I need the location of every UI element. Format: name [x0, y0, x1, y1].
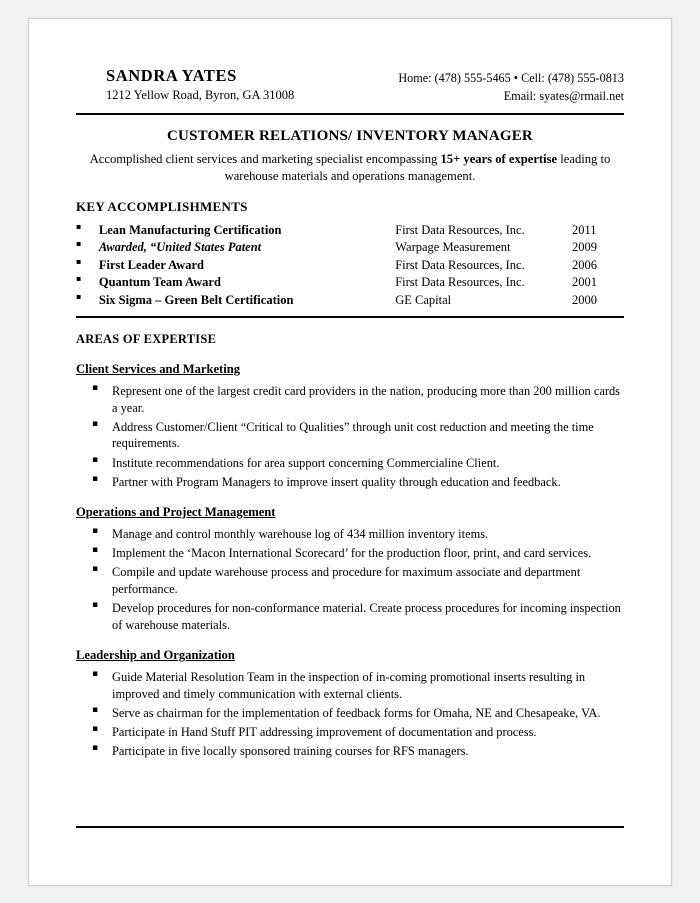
summary-highlight: 15+ years of expertise: [440, 151, 558, 166]
summary-text-after: leading to warehouse materials and operations management.: [224, 151, 611, 183]
candidate-last-name: YATES: [181, 66, 237, 85]
list-item: ▪ Represent one of the largest credit card providers in the nation, producing more than 200 million cards a year.: [76, 383, 624, 416]
accomplishment-name: Awarded, “United States Patent: [98, 240, 262, 255]
table-row: [76, 239, 624, 257]
accomplishment-year: 2000: [571, 292, 597, 307]
subsection-heading-leadership: Leadership and Organization: [76, 648, 235, 663]
resume-page: [28, 18, 672, 886]
accomplishment-company: First Data Resources, Inc.: [395, 275, 525, 290]
list-item: ▪ Partner with Program Managers to improve insert quality through education and feedback.: [76, 474, 624, 491]
accomplishment-company: First Data Resources, Inc.: [395, 257, 525, 272]
candidate-address: 1212 Yellow Road, Byron, GA 31008: [106, 87, 295, 102]
header-contact: [398, 67, 624, 106]
summary-text-before: Accomplished client services and marketing specialist encompassing: [89, 151, 441, 166]
list-item: ▪ Manage and control monthly warehouse log of 434 million inventory items.: [76, 526, 624, 543]
accomplishment-company: First Data Resources, Inc.: [395, 222, 525, 237]
list-item: ▪ Compile and update warehouse process and procedure for maximum associate and department performance.: [76, 564, 624, 597]
table-row: [76, 292, 624, 310]
contact-phones: Home: (478) 555-5465 • Cell: (478) 555-0813: [398, 71, 624, 85]
accomplishment-year: 2006: [571, 257, 597, 272]
square-bullet-icon: ▪: [76, 239, 82, 249]
accomplishment-year: 2011: [571, 222, 597, 237]
bullet-list-leadership: [76, 669, 624, 760]
list-item: ▪ Develop procedures for non-conformance material. Create process procedures for incoming inspection of warehouse materials.: [76, 600, 624, 633]
list-item: ▪ Institute recommendations for area support concerning Commercialine Client.: [76, 455, 624, 472]
square-bullet-icon: ▪: [76, 291, 82, 301]
list-item: ▪ Participate in five locally sponsored training courses for RFS managers.: [76, 743, 624, 760]
subsection-heading-operations: Operations and Project Management: [76, 505, 276, 520]
list-item: ▪ Guide Material Resolution Team in the inspection of in-coming promotional inserts resulting in improved and timely communication with external clients.: [76, 669, 624, 702]
table-row: [76, 257, 624, 275]
list-item: ▪ Address Customer/Client “Critical to Qualities” through unit cost reduction and meeting the time requirements.: [76, 419, 624, 452]
list-item: ▪ Participate in Hand Stuff PIT addressing improvement of documentation and process.: [76, 724, 624, 741]
list-item: ▪ Implement the ‘Macon International Scorecard’ for the production floor, print, and card services.: [76, 545, 624, 562]
subsection-heading-client-services: Client Services and Marketing: [76, 362, 241, 377]
header-identity: [76, 67, 294, 103]
table-row: [76, 222, 624, 240]
resume-title: CUSTOMER RELATIONS/ INVENTORY MANAGER: [167, 127, 533, 144]
accomplishment-name: Six Sigma – Green Belt Certification: [98, 292, 294, 307]
accomplishment-company: GE Capital: [395, 292, 452, 307]
section-heading-areas-of-expertise: AREAS OF EXPERTISE: [76, 332, 217, 347]
key-accomplishments-table: [76, 222, 624, 310]
resume-header: [76, 67, 624, 106]
square-bullet-icon: ▪: [76, 221, 82, 231]
accomplishment-company: Warpage Measurement: [395, 240, 511, 255]
accomplishment-year: 2001: [571, 275, 597, 290]
bullet-list-operations: [76, 526, 624, 633]
section-heading-key-accomplishments: KEY ACCOMPLISHMENTS: [76, 198, 248, 214]
accomplishment-year: 2009: [571, 240, 597, 255]
contact-email: Email: syates@rmail.net: [503, 89, 624, 104]
resume-summary: [76, 151, 624, 185]
accomplishment-name: First Leader Award: [98, 257, 204, 272]
candidate-first-name: SANDRA: [106, 66, 178, 85]
square-bullet-icon: ▪: [76, 256, 82, 266]
candidate-name: [106, 67, 294, 86]
resume-content: [76, 67, 624, 836]
table-row: [76, 274, 624, 292]
list-item: ▪ Serve as chairman for the implementation of feedback forms for Omaha, NE and Chesapeake, VA.: [76, 705, 624, 722]
footer-divider: [76, 826, 624, 828]
square-bullet-icon: ▪: [76, 274, 82, 284]
accomplishment-name: Quantum Team Award: [98, 275, 221, 290]
accomplishments-divider: [76, 316, 624, 318]
bullet-list-client-services: [76, 383, 624, 490]
accomplishment-name: Lean Manufacturing Certification: [98, 222, 282, 237]
header-divider: [76, 113, 624, 115]
